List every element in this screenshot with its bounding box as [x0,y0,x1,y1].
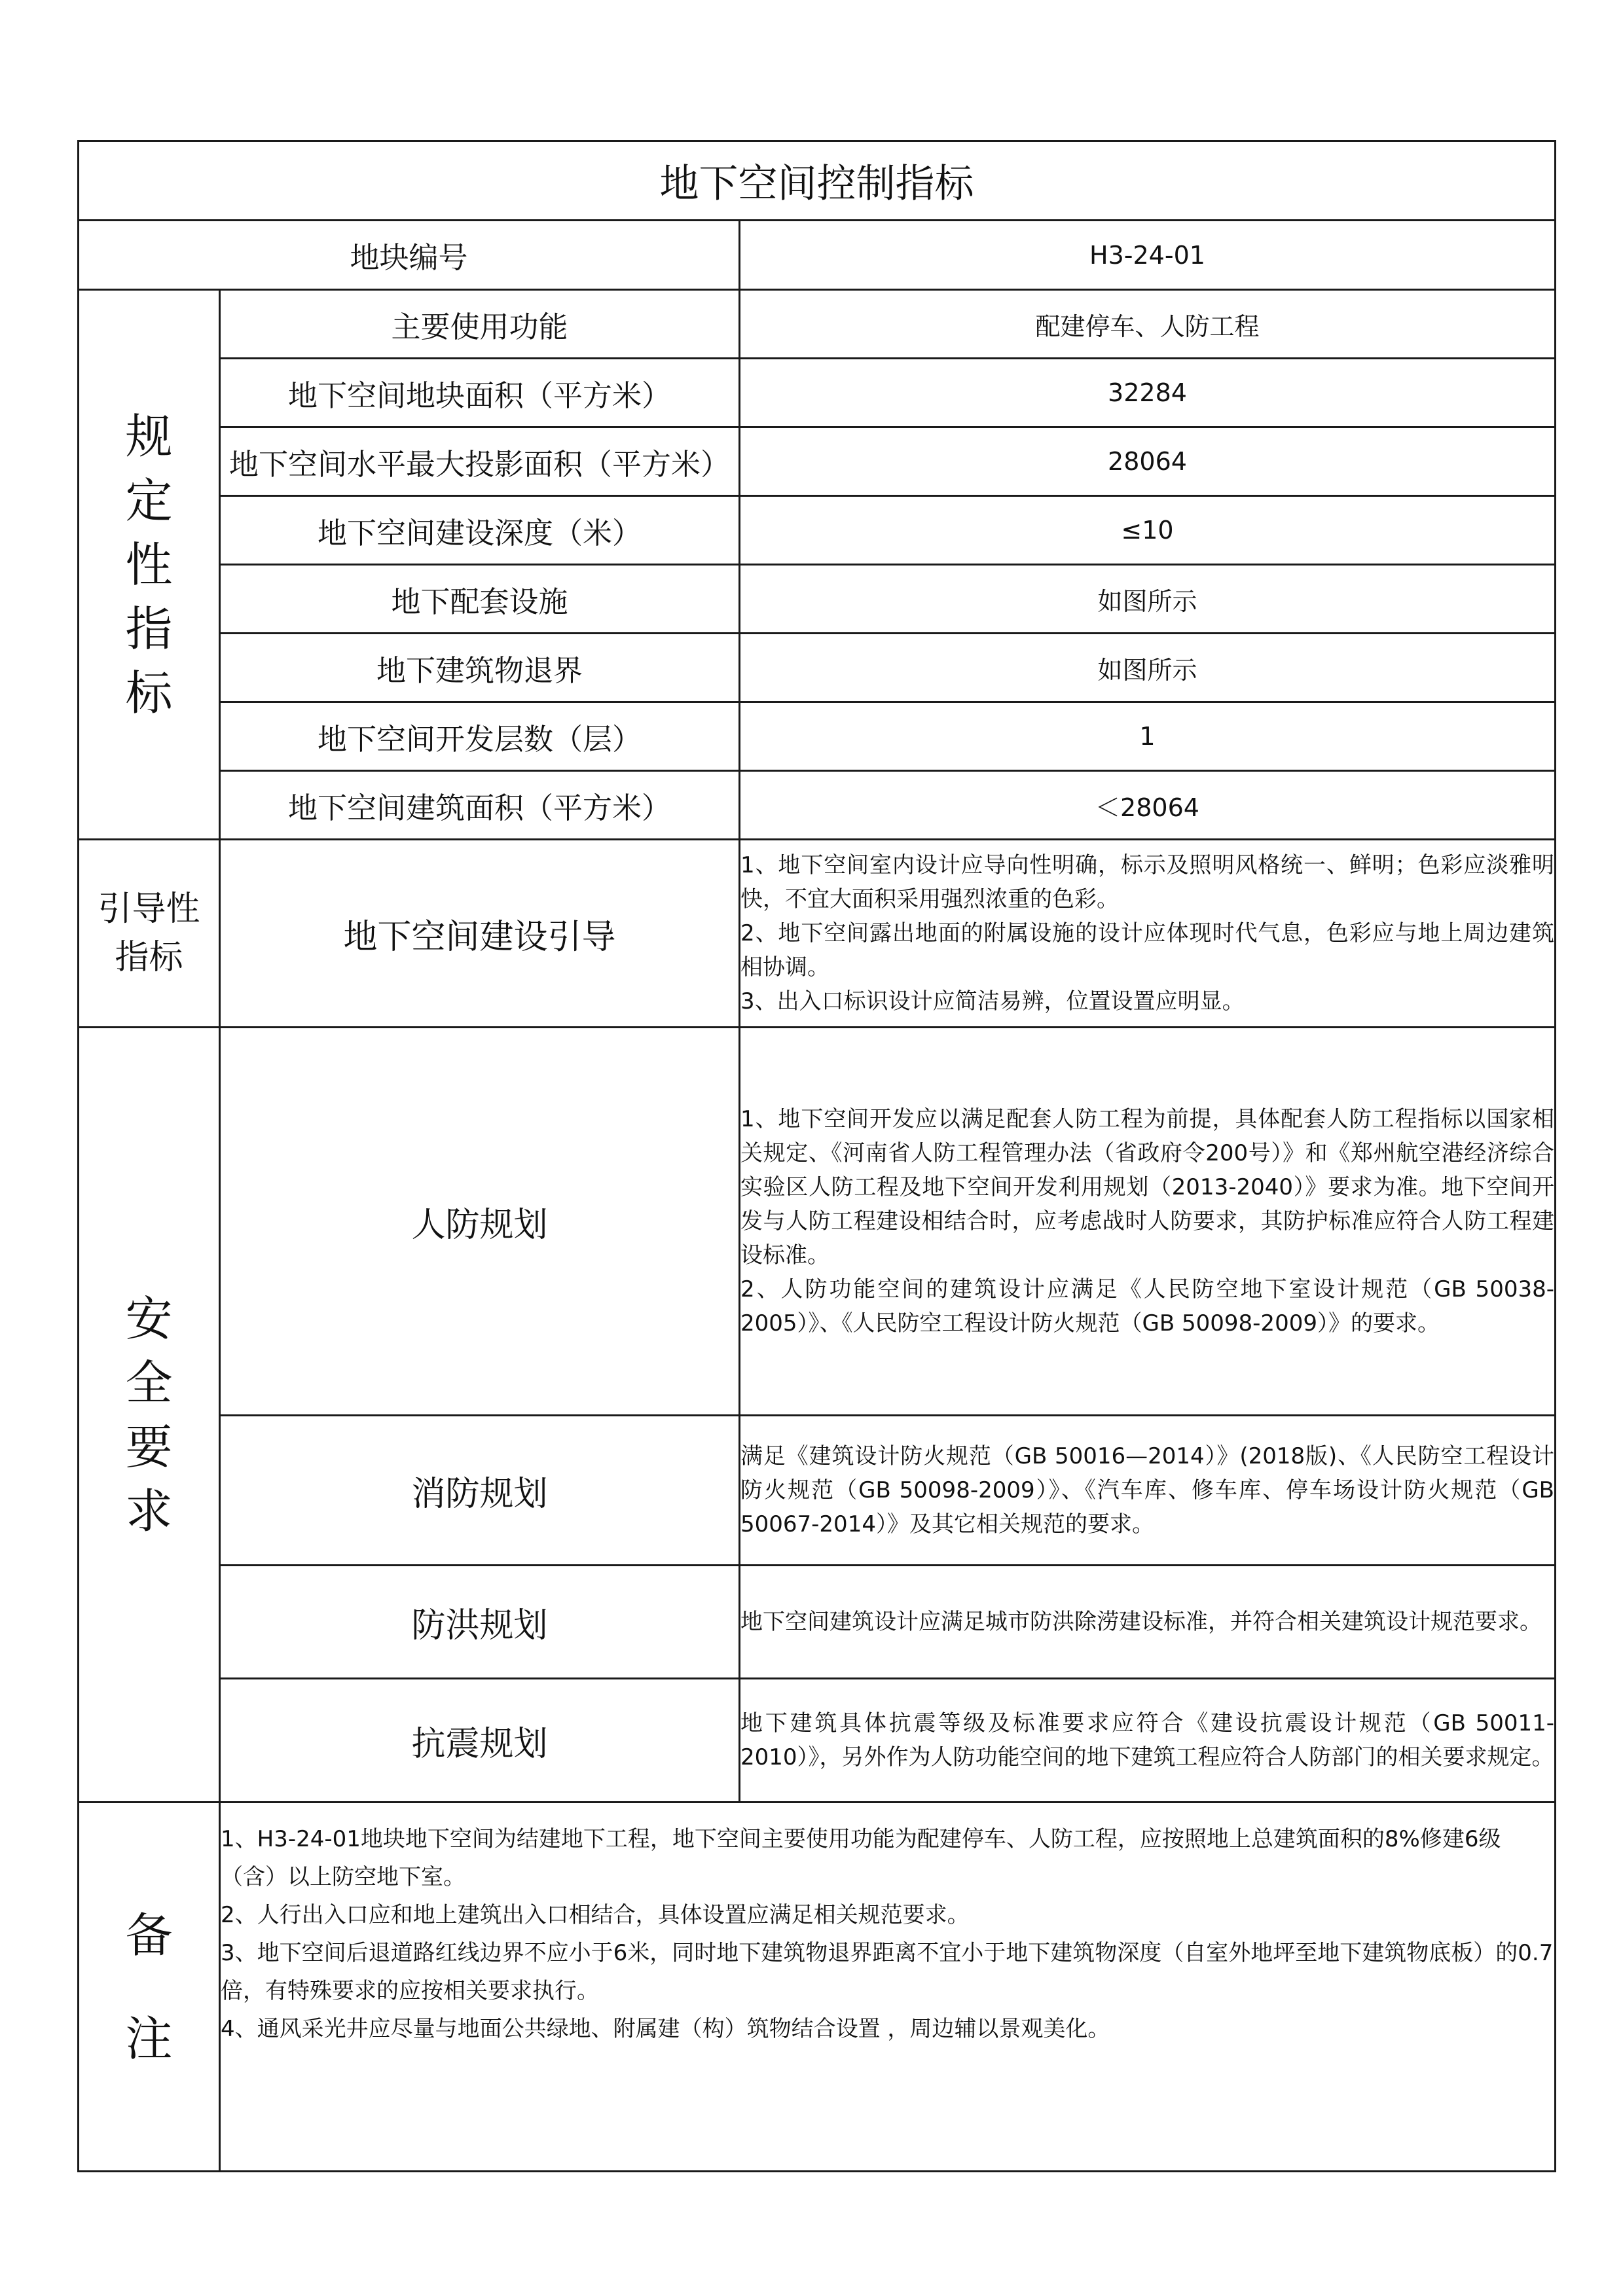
remarks-text [220,1803,1556,2172]
paragraph: 3、地下空间后退道路红线边界不应小于6米，同时地下建筑物退界距离不宜小于地下建筑物深度（自室外地坪至地下建筑物底板）的0.7倍，有特殊要求的应按相关要求执行。 [221,1940,1554,2004]
paragraph: 地下空间建筑设计应满足城市防洪除涝建设标准，并符合相关建筑设计规范要求。 [740,1609,1542,1635]
row-label: 地下空间建设深度（米） [220,496,740,565]
flood-control-text [740,1566,1556,1679]
guidance-text [740,840,1556,1028]
row-value: 配建停车、人防工程 [740,290,1556,359]
remarks-category: 备 注 [79,1803,220,2172]
row-label: 地下空间建筑面积（平方米） [220,771,740,840]
seismic-text [740,1679,1556,1803]
row-label: 地下配套设施 [220,565,740,634]
control-indicator-table [77,140,1556,2172]
paragraph: 2、地下空间露出地面的附属设施的设计应体现时代气息，色彩应与地上周边建筑相协调。 [740,920,1554,980]
safety-category: 安 全 要 求 [79,1028,220,1803]
seismic-label: 抗震规划 [220,1679,740,1803]
paragraph: 1、H3-24-01地块地下空间为结建地下工程，地下空间主要使用功能为配建停车、人防工程，应按照地上总建筑面积的8%修建6级（含）以上防空地下室。 [221,1826,1501,1890]
row-value: 如图所示 [740,565,1556,634]
guidance-label: 地下空间建设引导 [220,840,740,1028]
mandatory-category: 规 定 性 指 标 [79,290,220,840]
row-label: 地下空间开发层数（层） [220,702,740,771]
row-label: 地下空间地块面积（平方米） [220,359,740,427]
paragraph: 3、出入口标识设计应简洁易辨，位置设置应明显。 [740,988,1245,1014]
row-value: ＜28064 [740,771,1556,840]
row-value: 32284 [740,359,1556,427]
block-number-label: 地块编号 [79,221,740,290]
row-label: 主要使用功能 [220,290,740,359]
page-title: 地下空间控制指标 [79,141,1556,221]
paragraph: 满足《建筑设计防火规范（GB 50016—2014）》(2018版)、《人民防空工程设计防火规范（GB 50098-2009）》、《汽车库、修车库、停车场设计防火规范（GB 50067-2014）》及其它相关规范的要求。 [740,1443,1554,1537]
row-value: 如图所示 [740,634,1556,702]
civil-defense-text [740,1028,1556,1416]
paragraph: 1、地下空间室内设计应导向性明确，标示及照明风格统一、鲜明；色彩应淡雅明快，不宜大面积采用强烈浓重的色彩。 [740,852,1554,912]
row-label: 地下建筑物退界 [220,634,740,702]
row-label: 地下空间水平最大投影面积（平方米） [220,427,740,496]
guidance-category: 引导性 指标 [79,840,220,1028]
block-number-value: H3-24-01 [740,221,1556,290]
paragraph: 2、人防功能空间的建筑设计应满足《人民防空地下室设计规范（GB 50038-2005）》、《人民防空工程设计防火规范（GB 50098-2009）》的要求。 [740,1276,1554,1336]
flood-control-label: 防洪规划 [220,1566,740,1679]
civil-defense-label: 人防规划 [220,1028,740,1416]
row-value: 1 [740,702,1556,771]
paragraph: 地下建筑具体抗震等级及标准要求应符合《建设抗震设计规范（GB 50011-2010）》，另外作为人防功能空间的地下建筑工程应符合人防部门的相关要求规定。 [740,1710,1554,1770]
fire-protection-text [740,1416,1556,1566]
row-value: ≤10 [740,496,1556,565]
paragraph: 1、地下空间开发应以满足配套人防工程为前提，具体配套人防工程指标以国家相关规定、《河南省人防工程管理办法（省政府令200号）》和《郑州航空港经济综合实验区人防工程及地下空间开发利用规划（2013-2040）》要求为准。地下空间开发与人防工程建设相结合时，应考虑战时人防要求，其防护标准应符合人防工程建设标准。 [740,1106,1554,1268]
row-value: 28064 [740,427,1556,496]
paragraph: 4、通风采光井应尽量与地面公共绿地、附属建（构）筑物结合设置 ，周边辅以景观美化。 [221,2016,1110,2042]
paragraph: 2、人行出入口应和地上建筑出入口相结合，具体设置应满足相关规范要求。 [221,1902,970,1928]
fire-protection-label: 消防规划 [220,1416,740,1566]
